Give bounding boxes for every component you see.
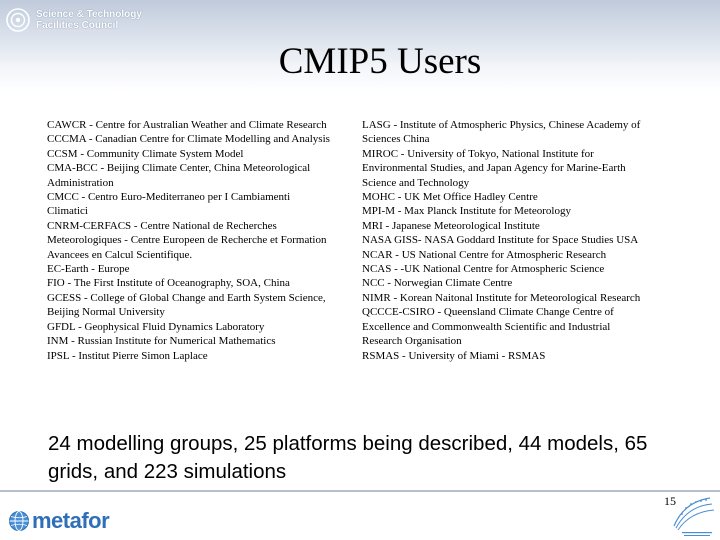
footer-divider [0,490,720,492]
stfc-logo [6,8,142,32]
seventh-framework-logo-icon [668,492,716,538]
list-item: CAWCR - Centre for Australian Weather and Climate Research [47,119,327,131]
list-item: FIO - The First Institute of Oceanography, SOA, China [47,277,290,290]
list-item: NCC - Norwegian Climate Centre [362,277,513,290]
list-item: CCSM - Community Climate System Model [47,147,244,160]
metafor-logo-text: metafor [32,508,110,533]
right-groups-list [362,118,652,363]
list-item: NCAS - -UK National Centre for Atmospheric Science [362,263,605,276]
list-item: MPI-M - Max Planck Institute for Meteorology [362,205,571,218]
stfc-logo-line1: Science & Technology [36,9,142,20]
stfc-logo-line2: Facilities Council [36,20,119,31]
list-item: CMA-BCC - Beijing Climate Center, China Meteorological Administration [47,162,311,189]
list-item: IPSL - Institut Pierre Simon Laplace [47,349,208,362]
page-number: 15 [664,494,676,508]
slide-title: CMIP5 Users [278,41,482,82]
list-item: CCCMA - Canadian Centre for Climate Modelling and Analysis [47,133,330,146]
list-item: GCESS - College of Global Change and Earth System Science, Beijing Normal University [47,291,326,319]
stfc-emblem-icon [6,8,30,32]
list-item: NASA GISS- NASA Goddard Institute for Space Studies USA [362,234,639,247]
list-item: RSMAS - University of Miami - RSMAS [362,349,546,362]
list-item: NCAR - US National Centre for Atmospheric Research [362,248,607,261]
metafor-globe-icon [8,510,30,532]
list-item: QCCCE-CSIRO - Queensland Climate Change Centre of Excellence and Commonwealth Scientific and Industrial Research Organisation [362,306,614,348]
left-groups-list [47,118,332,363]
metafor-logo [8,508,109,534]
summary-text: 24 modelling groups, 25 platforms being described, 44 models, 65 grids, and 223 simulations [48,432,648,483]
list-item: EC-Earth - Europe [47,263,130,276]
list-item: GFDL - Geophysical Fluid Dynamics Laboratory [47,320,265,333]
list-item: MIROC - University of Tokyo, National Institute for Environmental Studies, and Japan Agency for Marine-Earth Science and Technology [362,147,626,189]
list-item: NIMR - Korean Naitonal Institute for Meteorological Research [362,291,641,304]
list-item: LASG - Institute of Atmospheric Physics, Chinese Academy of Sciences China [362,119,641,146]
list-item: MOHC - UK Met Office Hadley Centre [362,191,538,204]
list-item: INM - Russian Institute for Numerical Mathematics [47,335,276,348]
list-item: MRI - Japanese Meteorological Institute [362,219,540,232]
list-item: CNRM-CERFACS - Centre National de Recherches Meteorologiques - Centre Europeen de Recherche et Formation Avancees en Calcul Scientifique. [47,219,327,261]
list-item: CMCC - Centro Euro-Mediterraneo per I Cambiamenti Climatici [47,191,291,218]
